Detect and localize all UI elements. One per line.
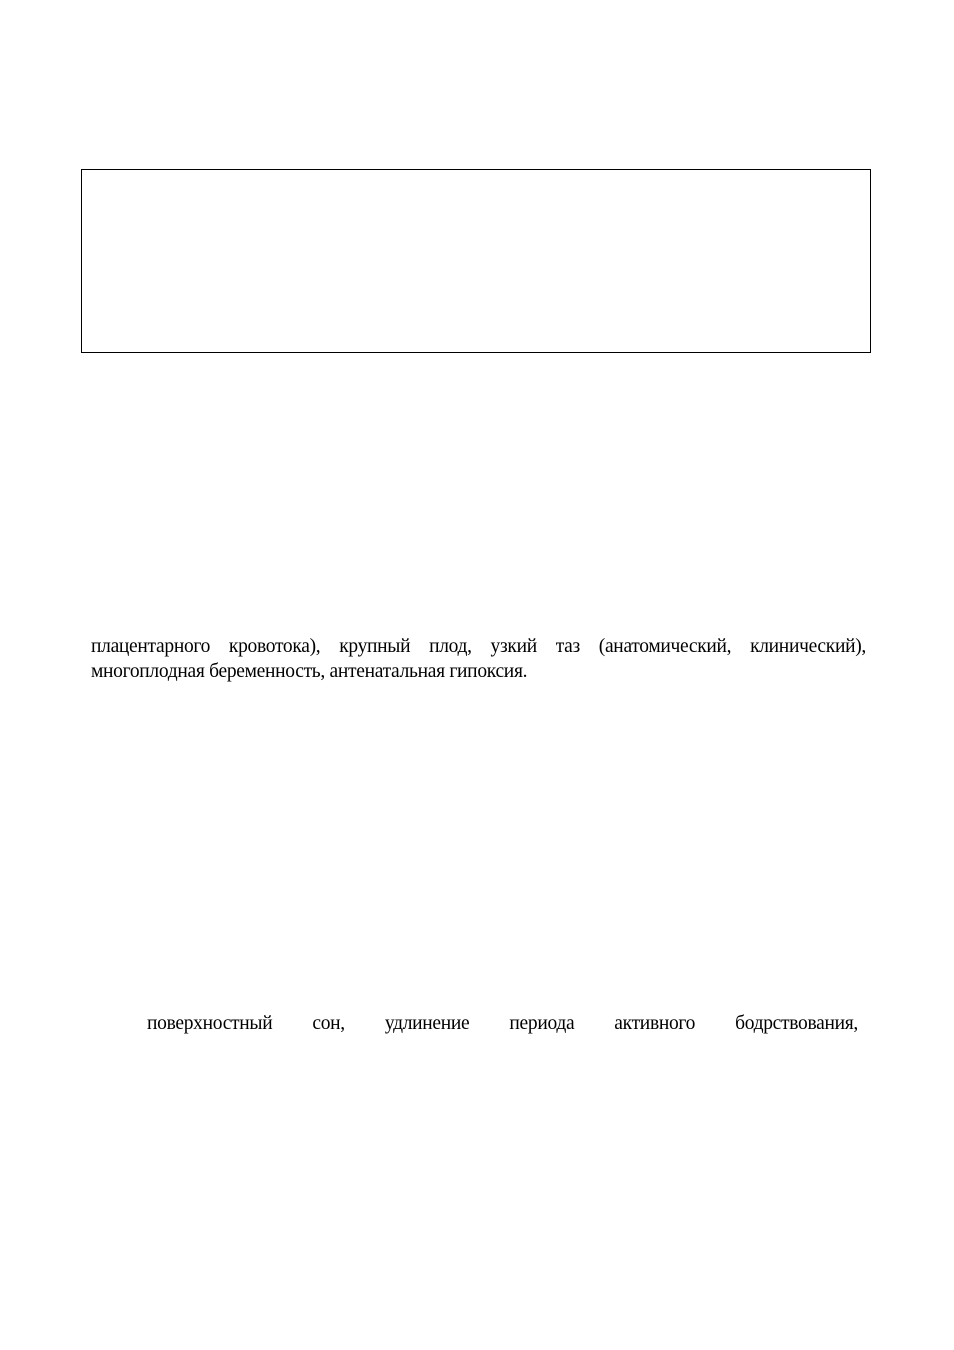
text-line: многоплодная беременность, антенатальная гипоксия.	[91, 661, 528, 682]
paragraph-risk-factors	[91, 634, 866, 684]
paragraph-sleep-symptoms: поверхностный сон, удлинение периода активного бодрствования,	[147, 1013, 858, 1034]
empty-frame	[81, 169, 871, 353]
text-line: плацентарного кровотока), крупный плод, узкий таз (анатомический, клинический),	[91, 636, 866, 657]
